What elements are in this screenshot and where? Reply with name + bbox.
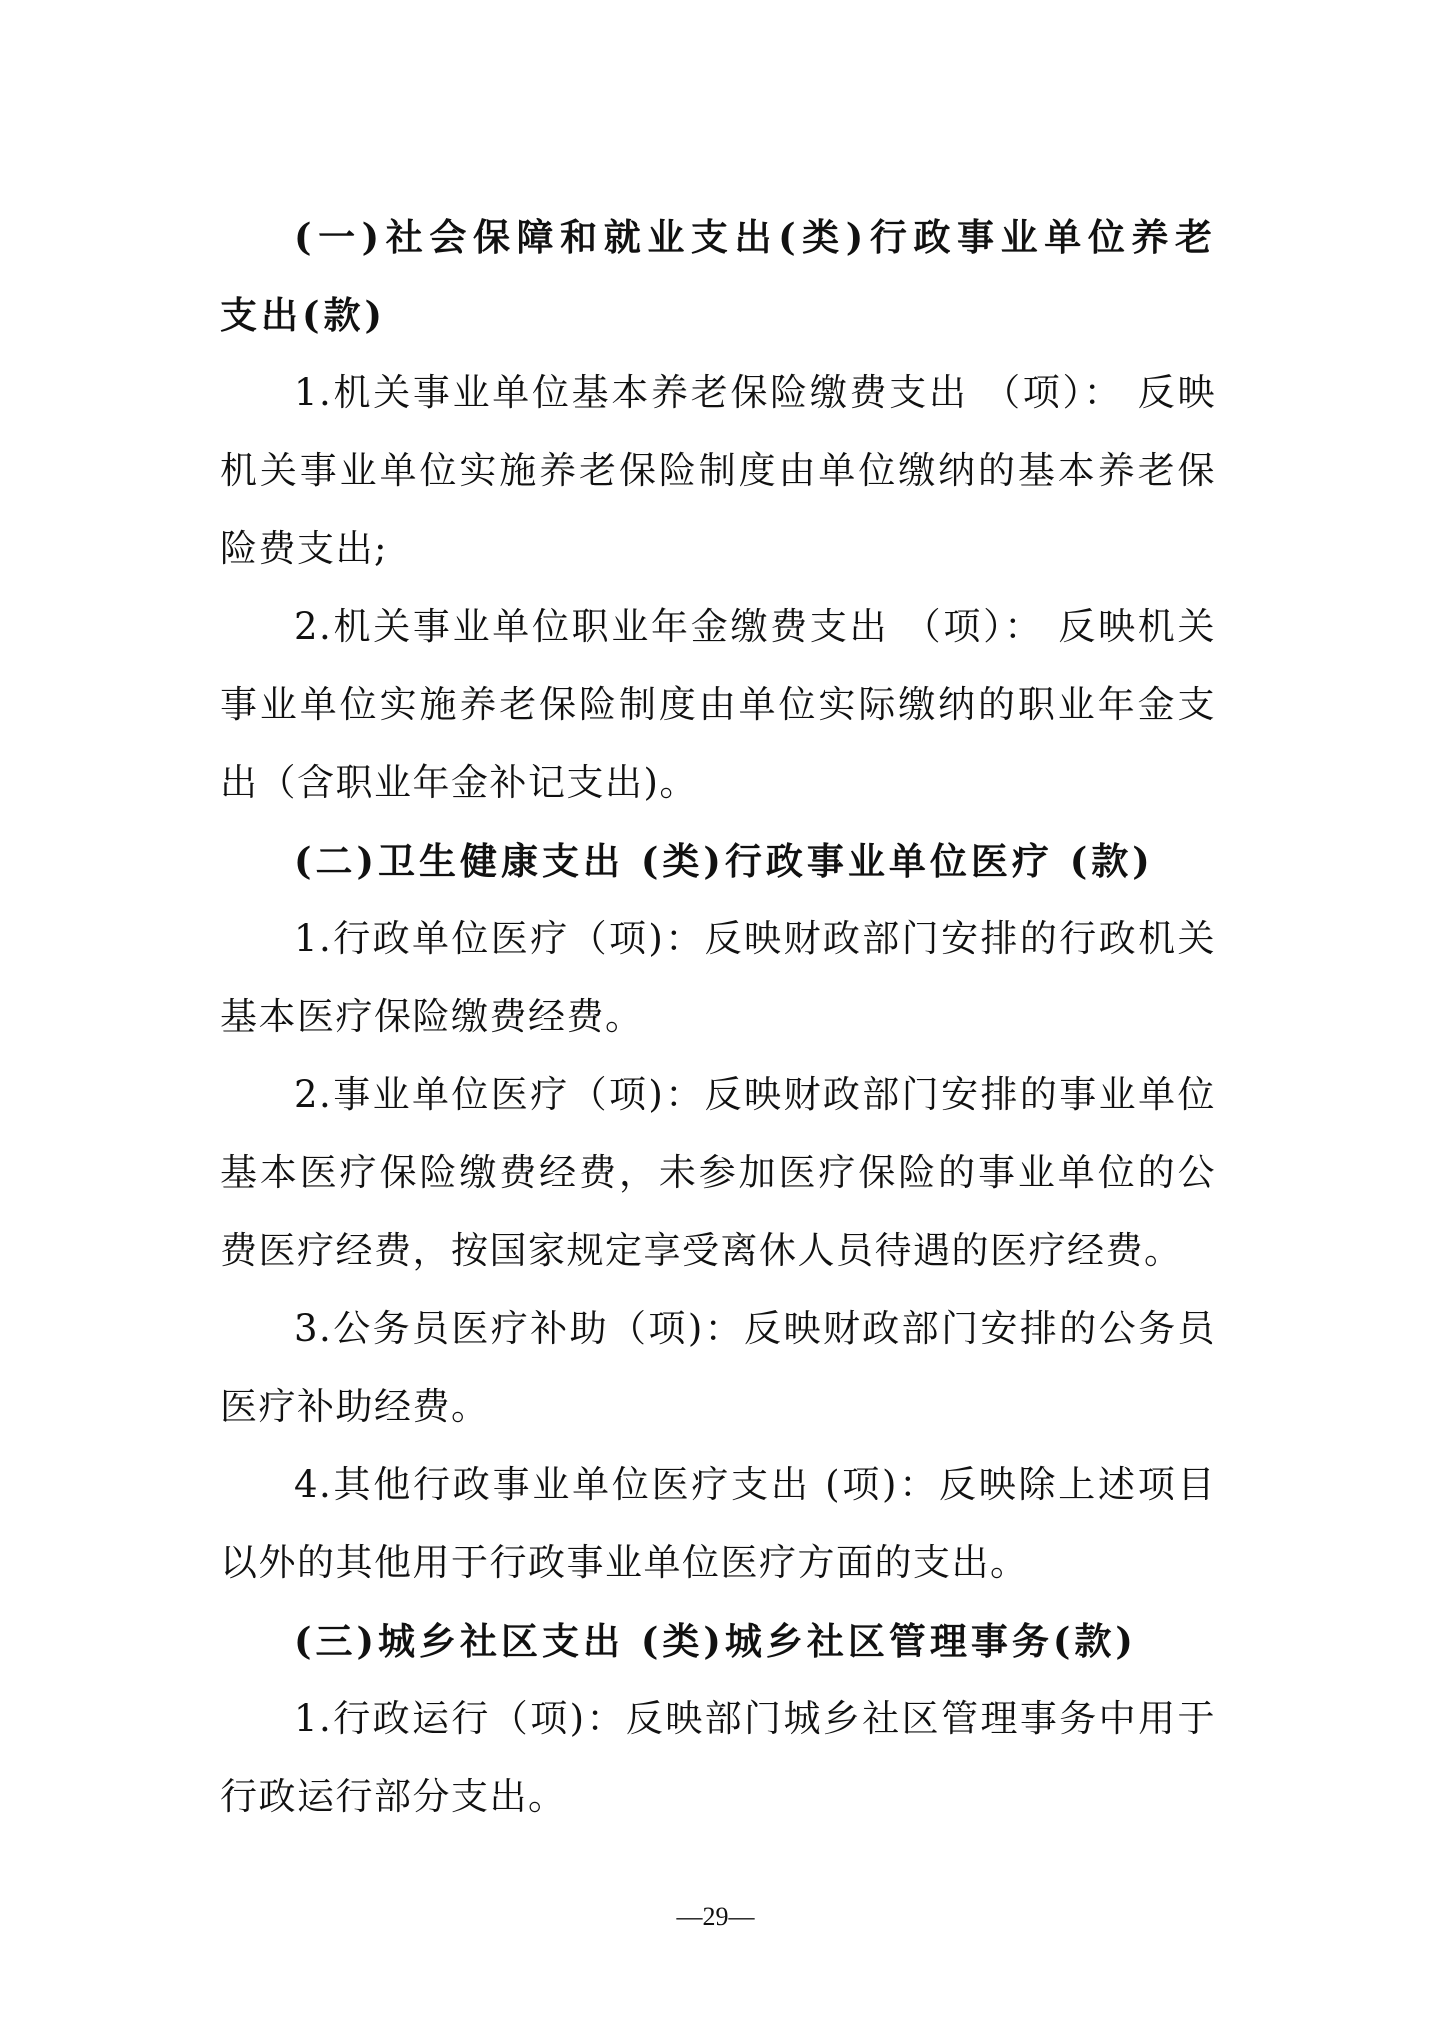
section-heading: (二)卫生健康支出 (类)行政事业单位医疗 (款) <box>294 839 1154 883</box>
list-item <box>220 1680 1216 1836</box>
section-heading: (一)社会保障和就业支出(类)行政事业单位养老 <box>294 215 1216 259</box>
paragraph-line: 1.机关事业单位基本养老保险缴费支出 （项）： 反映 <box>294 371 1216 414</box>
paragraph-line: 4.其他行政事业单位医疗支出 (项)：反映除上述项目 <box>294 1463 1216 1506</box>
list-item <box>220 900 1216 1056</box>
section-health <box>220 822 1216 1602</box>
paragraph-line: 2.事业单位医疗（项)：反映财政部门安排的事业单位 <box>294 1073 1216 1116</box>
section-urban-rural <box>220 1602 1216 1836</box>
paragraph-line: 出（含职业年金补记支出)。 <box>220 761 698 804</box>
paragraph-line: 基本医疗保险缴费经费。 <box>220 995 644 1038</box>
paragraph-line: 事业单位实施养老保险制度由单位实际缴纳的职业年金支 <box>220 683 1216 726</box>
paragraph-line: 基本医疗保险缴费经费，未参加医疗保险的事业单位的公 <box>220 1151 1216 1194</box>
section-heading: (三)城乡社区支出 (类)城乡社区管理事务(款) <box>294 1619 1137 1663</box>
list-item <box>220 588 1216 822</box>
list-item <box>220 1056 1216 1290</box>
paragraph-line: 1.行政运行（项)：反映部门城乡社区管理事务中用于 <box>294 1697 1216 1740</box>
paragraph-line: 行政运行部分支出。 <box>220 1775 567 1818</box>
paragraph-line: 机关事业单位实施养老保险制度由单位缴纳的基本养老保 <box>220 449 1216 492</box>
paragraph-line: 1.行政单位医疗（项)：反映财政部门安排的行政机关 <box>294 917 1216 960</box>
list-item <box>220 1446 1216 1602</box>
section-social-security <box>220 198 1216 822</box>
paragraph-line: 险费支出; <box>220 527 388 570</box>
page-number: —29— <box>676 1902 755 1931</box>
section-heading-continued: 支出(款) <box>220 293 387 337</box>
paragraph-line: 费医疗经费，按国家规定享受离休人员待遇的医疗经费。 <box>220 1229 1183 1272</box>
paragraph-line: 2.机关事业单位职业年金缴费支出 （项）： 反映机关 <box>294 605 1216 648</box>
paragraph-line: 医疗补助经费。 <box>220 1385 490 1428</box>
list-item <box>220 354 1216 588</box>
list-item <box>220 1290 1216 1446</box>
paragraph-line: 以外的其他用于行政事业单位医疗方面的支出。 <box>220 1541 1029 1584</box>
document-body <box>220 198 1216 1836</box>
paragraph-line: 3.公务员医疗补助（项)：反映财政部门安排的公务员 <box>294 1307 1216 1350</box>
